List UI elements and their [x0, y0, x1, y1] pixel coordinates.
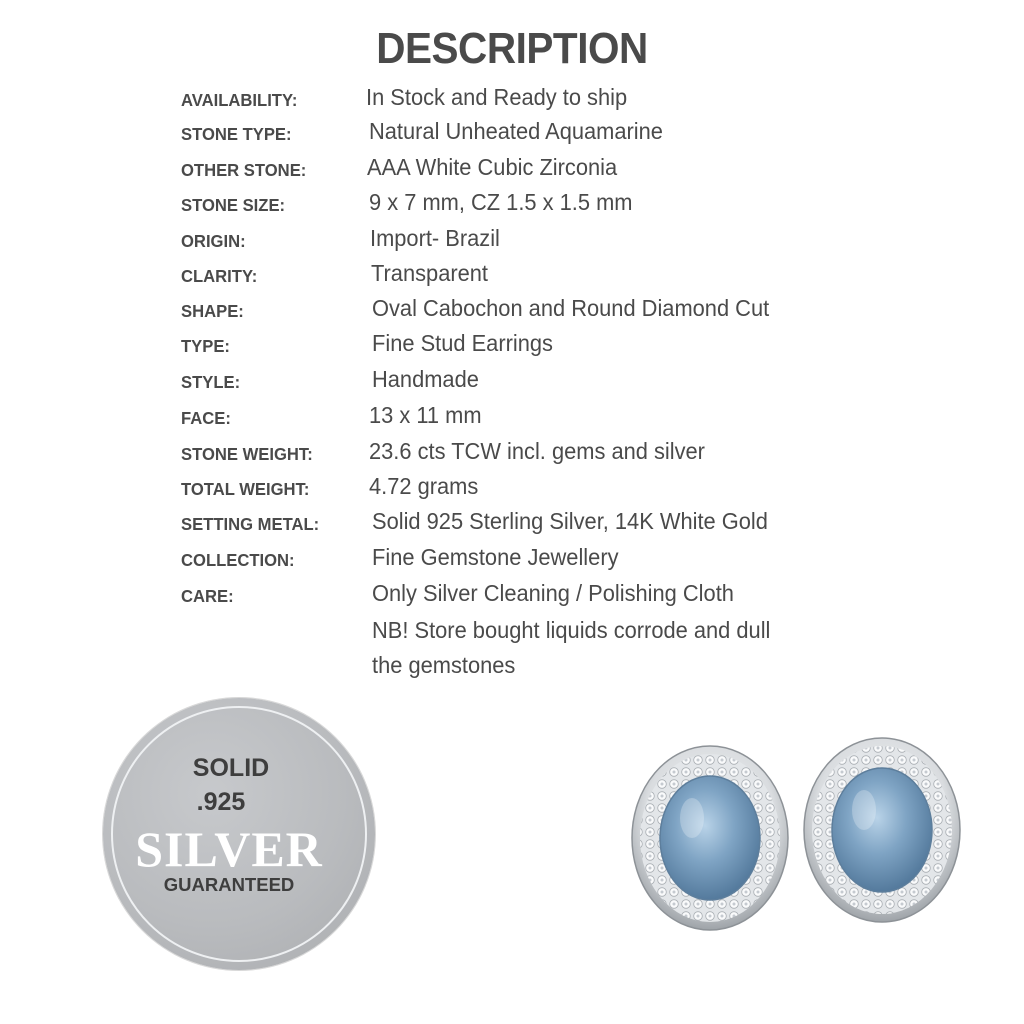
spec-label: TOTAL WEIGHT: [181, 479, 310, 499]
spec-value: Handmade [372, 366, 479, 392]
badge-line-guaranteed: GUARANTEED [163, 874, 295, 895]
spec-label: ORIGIN: [181, 231, 246, 251]
spec-label: COLLECTION: [181, 550, 295, 570]
spec-label: CARE: [181, 586, 234, 606]
spec-value: Natural Unheated Aquamarine [369, 118, 663, 144]
spec-value: 9 x 7 mm, CZ 1.5 x 1.5 mm [369, 189, 633, 215]
spec-label: STONE WEIGHT: [181, 444, 313, 464]
badge-line-silver: SILVER [135, 821, 323, 877]
spec-label: AVAILABILITY: [181, 90, 298, 110]
spec-value: Fine Stud Earrings [372, 330, 553, 356]
care-note: NB! Store bought liquids corrode and dull [372, 617, 771, 643]
badge-line-solid: SOLID [192, 754, 270, 782]
spec-value: Solid 925 Sterling Silver, 14K White Gold [372, 508, 768, 534]
spec-value: Fine Gemstone Jewellery [372, 544, 619, 570]
spec-label: STYLE: [181, 372, 241, 392]
spec-label: FACE: [181, 408, 231, 428]
spec-label: CLARITY: [181, 266, 258, 286]
solid-silver-badge [103, 698, 375, 970]
spec-label: TYPE: [181, 336, 230, 356]
earrings-illustration [620, 730, 970, 940]
spec-value: 23.6 cts TCW incl. gems and silver [369, 438, 705, 464]
right-earring [804, 738, 960, 922]
spec-label: STONE TYPE: [181, 124, 292, 144]
page-title: DESCRIPTION [376, 24, 648, 73]
spec-label: SHAPE: [181, 301, 244, 321]
spec-value: AAA White Cubic Zirconia [367, 154, 618, 180]
left-earring [632, 746, 788, 930]
badge-line-925: .925 [196, 788, 246, 816]
spec-value: 4.72 grams [369, 473, 479, 499]
spec-value: Only Silver Cleaning / Polishing Cloth [372, 580, 734, 606]
spec-value: Transparent [371, 260, 488, 286]
spec-label: STONE SIZE: [181, 195, 286, 215]
spec-value: 13 x 11 mm [369, 402, 482, 428]
care-note: the gemstones [372, 652, 516, 678]
spec-value: Oval Cabochon and Round Diamond Cut [372, 295, 770, 321]
product-image-earrings [620, 730, 970, 940]
spec-label: SETTING METAL: [181, 514, 320, 534]
spec-label: OTHER STONE: [181, 160, 307, 180]
spec-value: In Stock and Ready to ship [366, 84, 628, 110]
spec-value: Import- Brazil [370, 225, 500, 251]
